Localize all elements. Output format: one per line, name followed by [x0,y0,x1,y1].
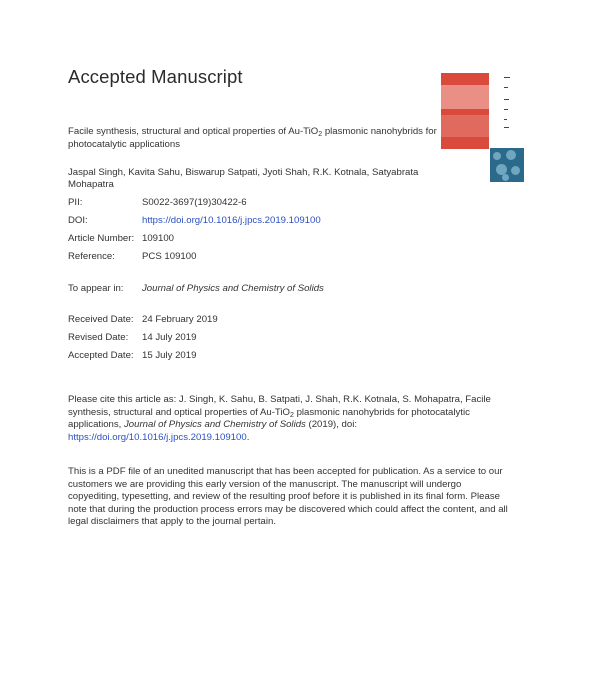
pii-value: S0022-3697(19)30422-6 [142,197,247,208]
citation-doi-prefix: (2019), doi: [305,419,358,430]
manuscript-notice: This is a PDF file of an unedited manuscript that has been accepted for publication. As a service to our customers we are providing this early version of the manuscript. The manuscript will undergo copyediting, typesetting, and review of the resulting proof before it is published in its final form. Please note that during the production process errors may be discovered which could affect the content, and all legal disclaimers that apply to the journal pertain. [68,466,508,527]
journal-cover-image [441,73,489,149]
accepted-date-value: 15 July 2019 [142,350,197,361]
citation-text-cont: plasmonic nanohybrids for photocatalytic applications, [68,406,470,430]
title-subscript: 2 [318,131,323,138]
author-list: Jaspal Singh, Kavita Sahu, Biswarup Satpati, Jyoti Shah, R.K. Kotnala, Satyabrata Mohapatra [68,167,419,190]
citation-end: . [246,431,250,443]
accepted-date-label: Accepted Date: [68,350,134,361]
journal-name: Journal of Physics and Chemistry of Solids [142,283,324,294]
appear-in-label: To appear in: [68,283,124,294]
citation-journal: Journal of Physics and Chemistry of Solids [124,419,306,430]
citation-text: Please cite this article as: J. Singh, K. Sahu, B. Satpati, J. Shah, R.K. Kotnala, S. Mohapatra, Facile synthesis, structural and optical properties of Au-TiO [68,394,491,418]
citation-paragraph [68,394,514,444]
reference-value: PCS 109100 [142,251,197,262]
cover-side-marks [492,73,518,149]
received-date-value: 24 February 2019 [142,314,218,325]
article-title [68,125,440,151]
citation-subscript: 2 [290,411,294,419]
revised-date-value: 14 July 2019 [142,332,197,343]
doi-label: DOI: [68,215,88,226]
received-date-label: Received Date: [68,314,134,325]
journal-logo-image [490,148,524,182]
article-number-label: Article Number: [68,233,135,244]
page-title: Accepted Manuscript [68,66,243,87]
pii-label: PII: [68,197,83,208]
title-text: Facile synthesis, structural and optical properties of Au-TiO [68,126,319,137]
doi-link[interactable]: https://doi.org/10.1016/j.jpcs.2019.109100 [142,215,321,226]
title-text-cont: plasmonic nanohybrids for photocatalytic applications [68,126,437,150]
reference-label: Reference: [68,251,115,262]
citation-doi-link[interactable]: https://doi.org/10.1016/j.jpcs.2019.109100 [68,431,247,443]
revised-date-label: Revised Date: [68,332,129,343]
article-number-value: 109100 [142,233,175,244]
